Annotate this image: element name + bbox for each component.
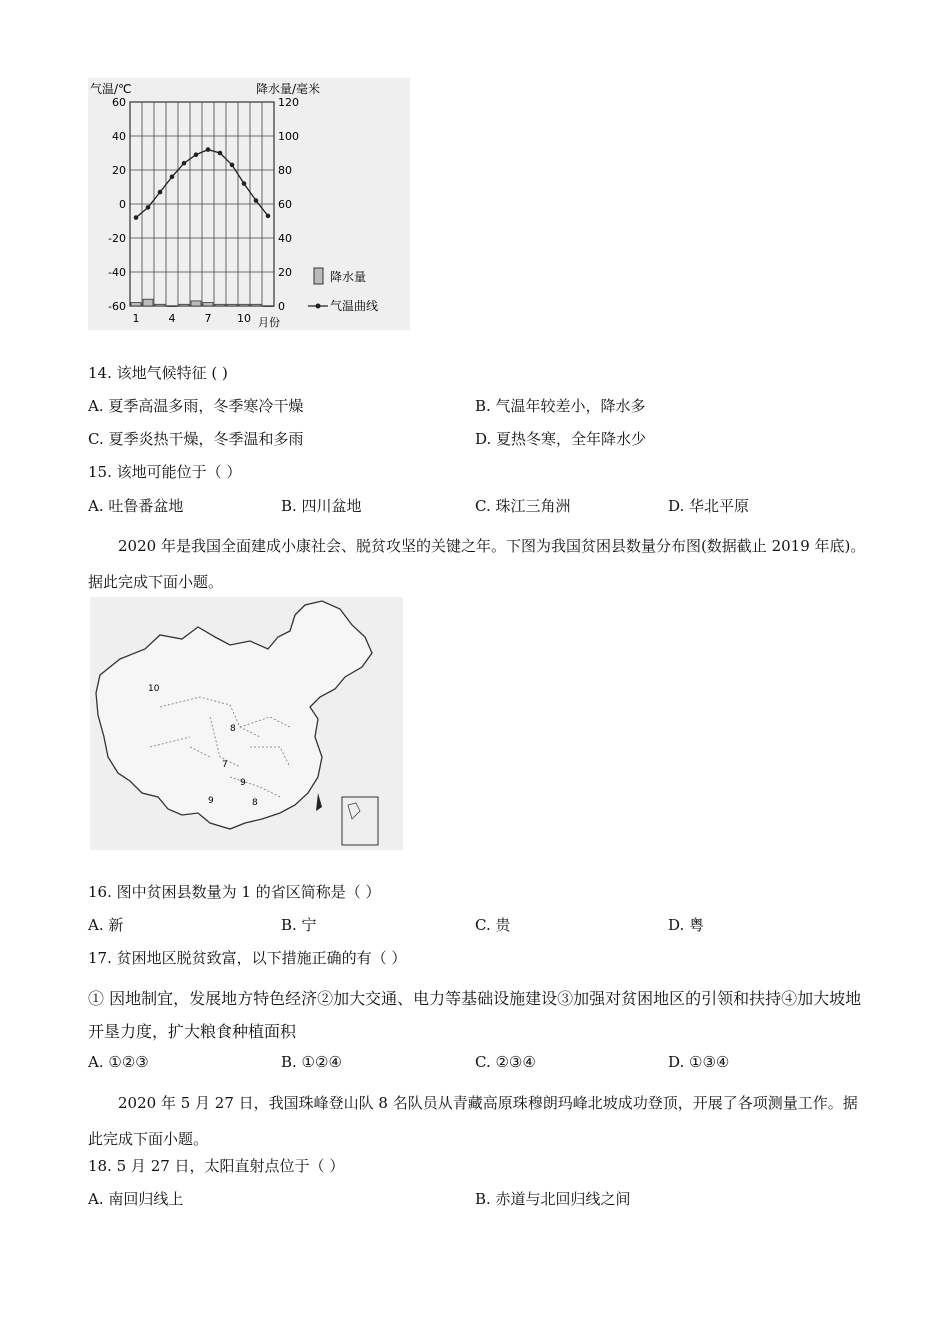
legend-temp-label: 气温曲线 <box>330 299 379 313</box>
precip-bar <box>227 304 237 306</box>
q17-option-a[interactable]: A. ①②③ <box>88 1053 149 1071</box>
inset-islands <box>348 803 360 819</box>
precip-bar <box>251 304 261 306</box>
precip-tick-label: 120 <box>278 96 299 109</box>
intro-poverty: 2020 年是我国全面建成小康社会、脱贫攻坚的关键之年。下图为我国贫困县数量分布图(数据截止 2019 年底)。据此完成下面小题。 <box>88 537 866 591</box>
q15-option-c[interactable]: C. 珠江三角洲 <box>475 497 571 515</box>
q17-option-d[interactable]: D. ①③④ <box>668 1053 730 1071</box>
precip-tick-label: 0 <box>278 300 285 313</box>
precip-bar <box>179 304 189 306</box>
temp-tick-label: 0 <box>119 198 126 211</box>
temp-point <box>146 205 151 210</box>
q15-option-d[interactable]: D. 华北平原 <box>668 497 750 515</box>
precip-tick-label: 80 <box>278 164 292 177</box>
precip-bar <box>143 299 153 306</box>
south-china-sea-inset <box>342 797 378 845</box>
q15-option-a[interactable]: A. 吐鲁番盆地 <box>88 497 184 515</box>
q15-stem: 15. 该地可能位于（ ） <box>88 463 242 481</box>
precip-bar <box>131 303 141 306</box>
map-label-xinjiang: 10 <box>148 684 160 694</box>
q16-option-b[interactable]: B. 宁 <box>281 916 317 934</box>
temp-point <box>206 147 211 152</box>
precip-ticks <box>278 96 299 313</box>
map-label-guangxi: 8 <box>252 798 258 808</box>
q16-option-d[interactable]: D. 粤 <box>668 916 705 934</box>
precip-bar <box>191 301 201 306</box>
china-poverty-map <box>90 597 403 850</box>
legend-precip-label: 降水量 <box>330 270 367 284</box>
q14-stem: 14. 该地气候特征 ( ) <box>88 364 228 382</box>
temp-tick-label: 60 <box>112 96 126 109</box>
q14-option-c[interactable]: C. 夏季炎热干燥，冬季温和多雨 <box>88 430 304 448</box>
q15-option-b[interactable]: B. 四川盆地 <box>281 497 362 515</box>
precip-bar <box>239 304 249 306</box>
precip-axis-label: 降水量/毫米 <box>256 82 321 96</box>
q18-stem: 18. 5 月 27 日，太阳直射点位于（ ） <box>88 1157 345 1175</box>
map-label-yunnan: 9 <box>208 796 214 806</box>
q14-option-d[interactable]: D. 夏热冬寒，全年降水少 <box>475 430 647 448</box>
q16-stem: 16. 图中贫困县数量为 1 的省区简称是（ ） <box>88 883 381 901</box>
precip-bar <box>215 304 225 306</box>
temp-tick-label: -20 <box>108 232 126 245</box>
precip-bar <box>155 304 165 306</box>
q17-option-b[interactable]: B. ①②④ <box>281 1053 342 1071</box>
climate-chart-svg <box>88 78 410 330</box>
precip-bar <box>203 303 213 306</box>
temp-point <box>230 163 235 168</box>
china-map-svg <box>90 597 403 850</box>
month-tick-label: 1 <box>132 312 140 325</box>
temp-point <box>242 181 247 186</box>
map-label-gansu: 8 <box>230 724 236 734</box>
month-tick-label: 7 <box>204 312 212 325</box>
map-label-guizhou: 9 <box>240 778 246 788</box>
q14-option-a[interactable]: A. 夏季高温多雨，冬季寒冷干燥 <box>88 397 304 415</box>
china-outline <box>96 601 372 829</box>
q16-option-c[interactable]: C. 贵 <box>475 916 511 934</box>
q18-option-b[interactable]: B. 赤道与北回归线之间 <box>475 1190 631 1208</box>
temp-point <box>158 190 163 195</box>
q16-option-a[interactable]: A. 新 <box>88 916 124 934</box>
q17-body: ① 因地制宜，发展地方特色经济②加大交通、电力等基础设施建设③加强对贫困地区的引领和扶持④加大坡地开垦力度，扩大粮食种植面积 <box>88 989 862 1041</box>
q14-option-b[interactable]: B. 气温年较差小，降水多 <box>475 397 646 415</box>
precip-tick-label: 20 <box>278 266 292 279</box>
legend-precip-swatch <box>314 268 323 284</box>
temp-tick-label: 40 <box>112 130 126 143</box>
temp-point <box>254 198 259 203</box>
temp-tick-label: -40 <box>108 266 126 279</box>
temp-point <box>170 175 175 180</box>
taiwan-island <box>316 793 322 811</box>
month-tick-label: 4 <box>168 312 176 325</box>
q17-stem: 17. 贫困地区脱贫致富，以下措施正确的有（ ） <box>88 949 407 967</box>
temp-point <box>194 152 199 157</box>
month-tick-label: 10 <box>237 312 251 325</box>
precip-bar <box>167 306 177 307</box>
intro-everest: 2020 年 5 月 27 日，我国珠峰登山队 8 名队员从青藏高原珠穆朗玛峰北坡成功登顶，开展了各项测量工作。据此完成下面小题。 <box>88 1094 858 1148</box>
temp-point <box>266 214 271 219</box>
precip-tick-label: 60 <box>278 198 292 211</box>
q17-option-c[interactable]: C. ②③④ <box>475 1053 536 1071</box>
legend-temp-dot <box>316 304 321 309</box>
temp-point <box>218 151 223 156</box>
q18-option-a[interactable]: A. 南回归线上 <box>88 1190 184 1208</box>
temp-tick-label: -60 <box>108 300 126 313</box>
x-unit-label: 月份 <box>258 316 280 329</box>
precip-bar <box>263 306 273 307</box>
precip-tick-label: 40 <box>278 232 292 245</box>
plot-grid <box>130 102 274 306</box>
map-label-sichuan: 7 <box>222 760 228 770</box>
temp-tick-label: 20 <box>112 164 126 177</box>
temp-ticks <box>108 96 126 313</box>
month-ticks <box>133 312 252 325</box>
temp-axis-label: 气温/℃ <box>90 82 132 96</box>
climate-chart <box>88 78 410 330</box>
temp-point <box>182 161 187 166</box>
precip-tick-label: 100 <box>278 130 299 143</box>
temp-point <box>134 215 139 220</box>
